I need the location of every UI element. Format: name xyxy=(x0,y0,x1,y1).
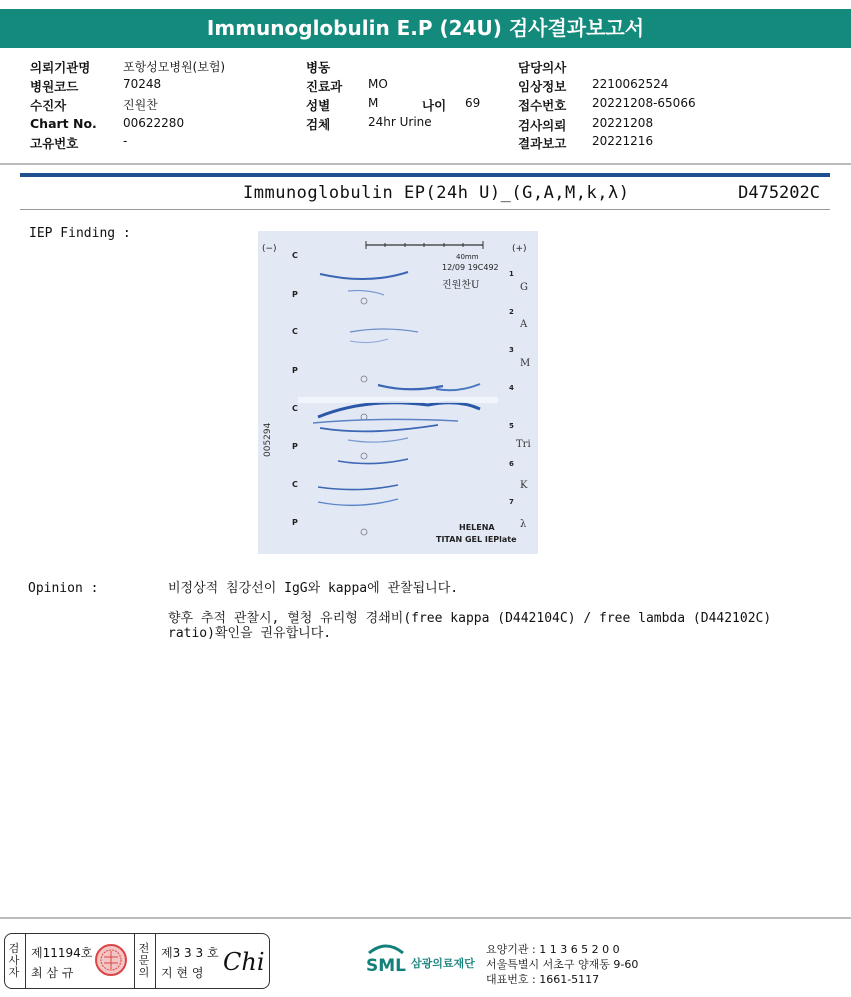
label-specimen: 검체 xyxy=(306,117,331,132)
value-age: 69 xyxy=(465,96,481,110)
gel-plus-label: (+) xyxy=(512,244,527,254)
well-label: P xyxy=(292,366,298,375)
value-unique-no: - xyxy=(123,134,128,148)
well-label: C xyxy=(292,327,298,336)
opinion-line-2b: ratio)확인을 권유합니다. xyxy=(168,626,332,641)
value-department: MO xyxy=(368,77,388,91)
iep-gel-image xyxy=(258,231,538,554)
lane-number: 3 xyxy=(509,346,514,354)
label-department: 진료과 xyxy=(306,79,343,94)
opinion-label: Opinion : xyxy=(28,581,99,596)
sml-logo xyxy=(363,939,409,983)
signature-box xyxy=(4,933,270,989)
org-code: 요양기관 : 1 1 3 6 5 2 0 0 xyxy=(486,943,620,956)
lane-letter: K xyxy=(520,480,528,491)
footer-divider xyxy=(0,917,851,919)
specialist-license: 제3 3 3 호 xyxy=(161,946,219,960)
inspector-license: 제11194호 xyxy=(31,946,93,960)
lane-letter: Tri xyxy=(516,439,531,450)
value-receipt-no: 20221208-65066 xyxy=(592,96,696,110)
gel-side-code: 005294 xyxy=(263,422,273,457)
well-label: C xyxy=(292,404,298,413)
label-sex: 성별 xyxy=(306,98,331,113)
opinion-line-1: 비정상적 침강선이 IgG와 kappa에 관찰됩니다. xyxy=(168,581,459,596)
inspector-vert-char: 사 xyxy=(8,954,20,967)
gel-date-code: 12/09 19C492 xyxy=(442,263,499,272)
box-divider xyxy=(25,934,26,988)
lane-number: 1 xyxy=(509,270,514,278)
box-divider xyxy=(134,934,135,988)
test-divider xyxy=(20,209,830,210)
section-rule xyxy=(20,173,830,177)
gel-plate: TITAN GEL IEPlate xyxy=(436,535,517,544)
label-ward: 병동 xyxy=(306,60,331,75)
gel-svg xyxy=(258,231,538,554)
sml-logo-icon xyxy=(363,939,409,979)
label-age: 나이 xyxy=(422,98,447,113)
lane-letter: M xyxy=(520,358,531,369)
inspector-vert-label xyxy=(8,943,20,979)
well-label: C xyxy=(292,251,298,260)
specialist-vert-label xyxy=(138,943,150,979)
label-doctor: 담당의사 xyxy=(518,60,567,75)
org-name: 삼광의료재단 xyxy=(411,957,475,970)
opinion-line-2a: 향후 추적 관찰시, 혈청 유리형 경쇄비(free kappa (D442104C) / free lambda (D442102C) xyxy=(168,611,772,626)
lane-number: 4 xyxy=(509,384,514,392)
value-specimen: 24hr Urine xyxy=(368,115,432,129)
gel-scale: 40mm xyxy=(456,253,479,261)
label-clinical-info: 임상정보 xyxy=(518,79,567,94)
test-code: D475202C xyxy=(738,183,820,203)
inspector-name: 최 삼 규 xyxy=(31,966,74,980)
report-title: Immunoglobulin E.P (24U) 검사결과보고서 xyxy=(0,9,851,48)
lane-number: 5 xyxy=(509,422,514,430)
test-name: Immunoglobulin EP(24h U)_(G,A,M,k,λ) xyxy=(243,183,630,203)
specialist-vert-char: 전 xyxy=(138,942,150,955)
label-patient: 수진자 xyxy=(30,98,67,113)
value-report-date: 20221216 xyxy=(592,134,654,148)
lane-number: 7 xyxy=(509,498,514,506)
value-sex: M xyxy=(368,96,379,110)
inspector-seal-icon xyxy=(94,943,128,977)
gel-maker: HELENA xyxy=(459,523,495,532)
inspector-vert-char: 검 xyxy=(8,942,20,955)
finding-label: IEP Finding : xyxy=(29,226,131,241)
inspector-vert-char: 자 xyxy=(8,966,20,979)
value-request-date: 20221208 xyxy=(592,116,654,130)
value-clinical-info: 2210062524 xyxy=(592,77,669,91)
lane-number: 2 xyxy=(509,308,514,316)
box-divider xyxy=(155,934,156,988)
label-unique-no: 고유번호 xyxy=(30,136,79,151)
value-institution: 포항성모병원(보험) xyxy=(123,60,226,74)
well-label: P xyxy=(292,518,298,527)
label-institution: 의뢰기관명 xyxy=(30,60,91,75)
value-patient: 진원찬 xyxy=(123,98,158,112)
specialist-vert-char: 문 xyxy=(138,954,150,967)
lane-letter: A xyxy=(520,319,528,330)
org-address: 서울특별시 서초구 양재동 9-60 xyxy=(486,958,639,971)
well-label: P xyxy=(292,290,298,299)
value-hospital-code: 70248 xyxy=(123,77,162,91)
lane-letter: G xyxy=(520,282,528,293)
label-hospital-code: 병원코드 xyxy=(30,79,79,94)
lane-letter: λ xyxy=(520,519,527,530)
lane-number: 6 xyxy=(509,460,514,468)
org-phone: 대표번호 : 1661-5117 xyxy=(486,973,600,986)
label-receipt-no: 접수번호 xyxy=(518,98,567,113)
well-label: P xyxy=(292,442,298,451)
well-label: C xyxy=(292,480,298,489)
label-chart-no: Chart No. xyxy=(30,116,97,131)
specialist-signature: Chi xyxy=(223,948,265,976)
sml-logo-text: SML xyxy=(366,956,406,976)
header-divider xyxy=(0,163,851,165)
label-report-date: 결과보고 xyxy=(518,136,567,151)
label-request-date: 검사의뢰 xyxy=(518,118,567,133)
specialist-vert-char: 의 xyxy=(138,966,150,979)
gel-minus-label: (−) xyxy=(262,244,277,254)
gel-patient: 진원찬U xyxy=(442,280,480,291)
specialist-name: 지 현 영 xyxy=(161,966,204,980)
value-chart-no: 00622280 xyxy=(123,116,185,130)
